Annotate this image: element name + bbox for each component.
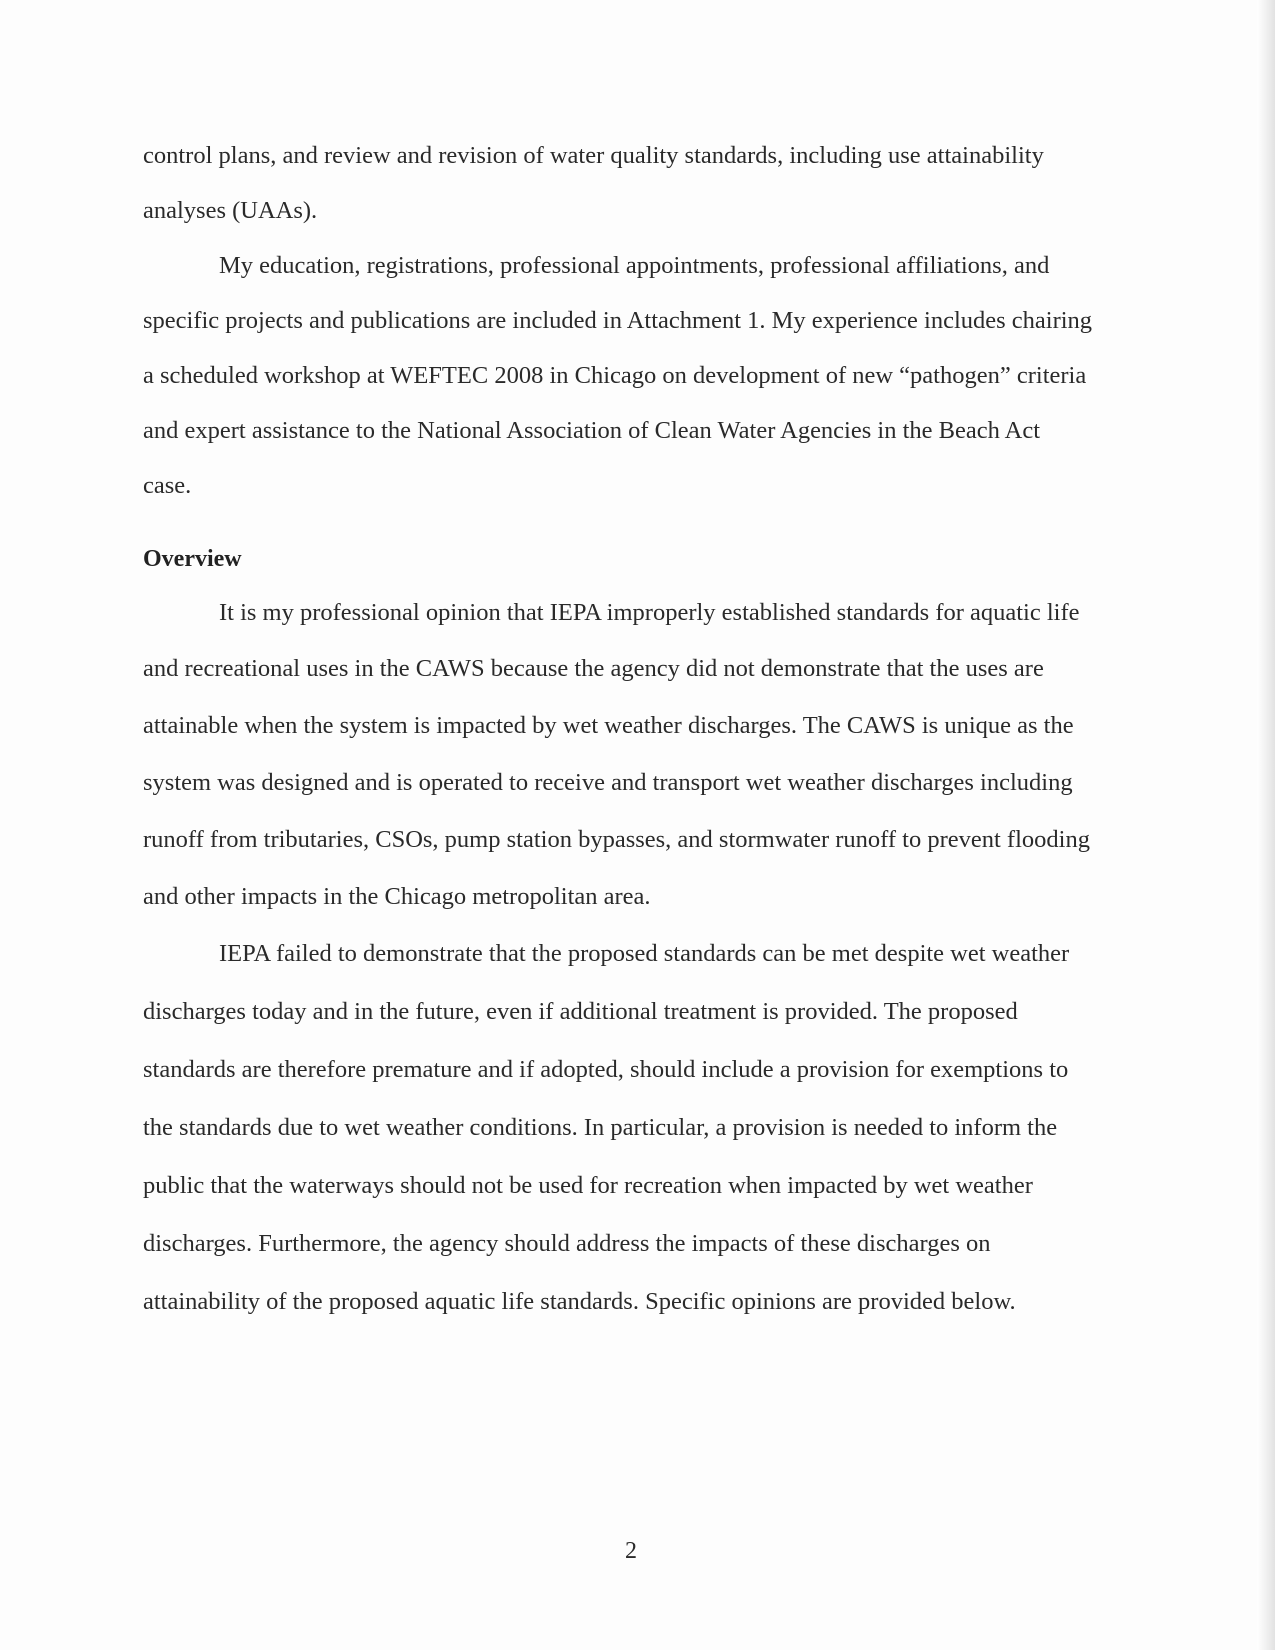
- text-line: specific projects and publications are included in Attachment 1. My experience includes chairing: [143, 307, 1093, 334]
- text-line: attainability of the proposed aquatic life standards. Specific opinions are provided below.: [143, 1288, 1016, 1315]
- text-line: control plans, and review and revision of water quality standards, including use attainability: [143, 142, 1044, 169]
- text-line: attainable when the system is impacted by wet weather discharges. The CAWS is unique as the: [143, 712, 1074, 739]
- section-heading-overview: Overview: [143, 546, 242, 572]
- page-number: 2: [625, 1538, 637, 1564]
- text-line: analyses (UAAs).: [143, 197, 318, 224]
- text-line: and recreational uses in the CAWS because the agency did not demonstrate that the uses are: [143, 655, 1044, 682]
- text-line: My education, registrations, professional appointments, professional affiliations, and: [219, 252, 1050, 279]
- scan-edge-shadow: [1257, 0, 1275, 1650]
- text-line: It is my professional opinion that IEPA improperly established standards for aquatic life: [219, 599, 1080, 626]
- text-line: standards are therefore premature and if adopted, should include a provision for exemptions to: [143, 1056, 1069, 1083]
- text-line: the standards due to wet weather conditions. In particular, a provision is needed to inform the: [143, 1114, 1058, 1141]
- text-line: case.: [143, 472, 192, 499]
- text-line: discharges today and in the future, even if additional treatment is provided. The proposed: [143, 998, 1018, 1025]
- text-line: and expert assistance to the National Association of Clean Water Agencies in the Beach Act: [143, 417, 1041, 444]
- text-line: discharges. Furthermore, the agency should address the impacts of these discharges on: [143, 1230, 991, 1257]
- text-line: public that the waterways should not be used for recreation when impacted by wet weather: [143, 1172, 1033, 1199]
- text-line: a scheduled workshop at WEFTEC 2008 in Chicago on development of new “pathogen” criteria: [143, 362, 1087, 389]
- text-line: runoff from tributaries, CSOs, pump station bypasses, and stormwater runoff to prevent flooding: [143, 826, 1090, 853]
- text-line: system was designed and is operated to receive and transport wet weather discharges including: [143, 769, 1073, 796]
- text-line: and other impacts in the Chicago metropolitan area.: [143, 883, 651, 910]
- text-line: IEPA failed to demonstrate that the proposed standards can be met despite wet weather: [219, 940, 1070, 967]
